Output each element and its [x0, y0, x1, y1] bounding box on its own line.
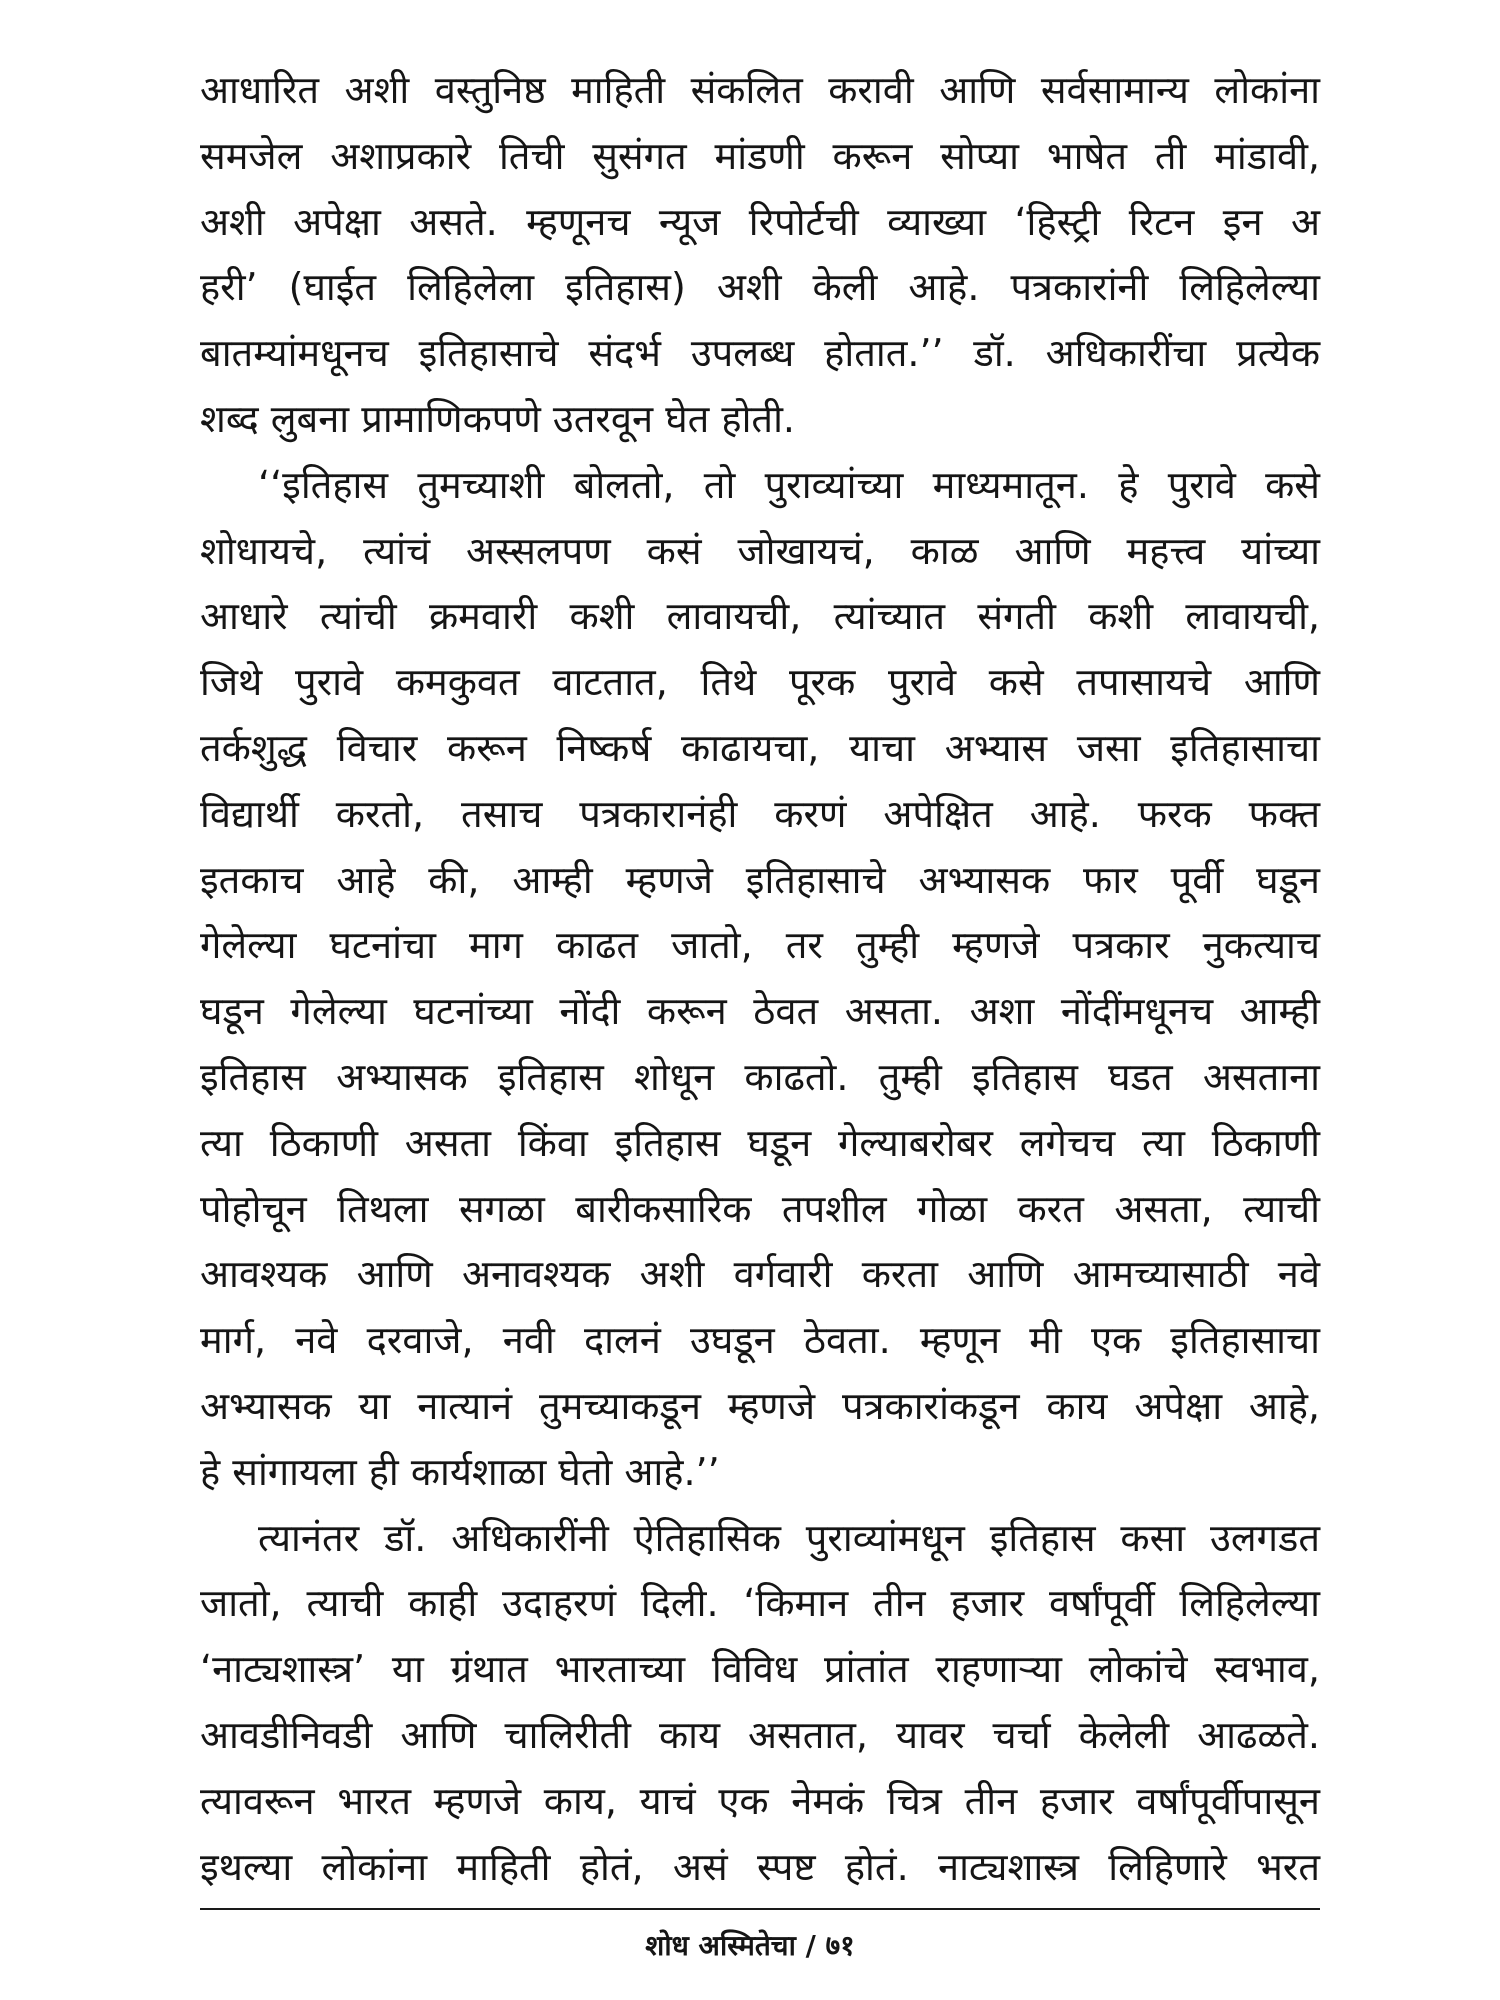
text-line: ‘‘इतिहास तुमच्याशी बोलतो, तो पुराव्यांच्या माध्यमातून. हे पुरावे कसे [258, 462, 1320, 507]
footer-divider [200, 1908, 1320, 1910]
page-number: ७१ [825, 1929, 855, 1962]
text-line: घडून गेलेल्या घटनांच्या नोंदी करून ठेवत असता. अशा नोंदींमधूनच आम्ही [200, 989, 1320, 1034]
text-line: पोहोचून तिथला सगळा बारीकसारिक तपशील गोळा करत असता, त्याची [200, 1186, 1320, 1231]
footer-separator: / [805, 1929, 816, 1962]
text-line: आवश्यक आणि अनावश्यक अशी वर्गवारी करता आणि आमच्यासाठी नवे [200, 1252, 1320, 1297]
paragraph-1 [200, 58, 1320, 453]
text-line: हरी’ (घाईत लिहिलेला इतिहास) अशी केली आहे. पत्रकारांनी लिहिलेल्या [200, 265, 1320, 310]
text-line: तर्कशुद्ध विचार करून निष्कर्ष काढायचा, याचा अभ्यास जसा इतिहासाचा [200, 725, 1320, 770]
text-line: शब्द लुबना प्रामाणिकपणे उतरवून घेत होती. [200, 396, 796, 441]
text-line: इथल्या लोकांना माहिती होतं, असं स्पष्ट होतं. नाट्यशास्त्र लिहिणारे भरत [200, 1844, 1320, 1889]
text-line: इतिहास अभ्यासक इतिहास शोधून काढतो. तुम्ही इतिहास घडत असताना [200, 1054, 1320, 1099]
text-line: मार्ग, नवे दरवाजे, नवी दालनं उघडून ठेवता. म्हणून मी एक इतिहासाचा [200, 1318, 1320, 1363]
page-body [200, 58, 1320, 1889]
text-line: शोधायचे, त्यांचं अस्सलपण कसं जोखायचं, काळ आणि महत्त्व यांच्या [200, 528, 1320, 573]
text-line: जिथे पुरावे कमकुवत वाटतात, तिथे पूरक पुरावे कसे तपासायचे आणि [200, 660, 1320, 705]
book-title: शोध अस्मितेचा [645, 1929, 796, 1962]
text-line: आधारित अशी वस्तुनिष्ठ माहिती संकलित करावी आणि सर्वसामान्य लोकांना [200, 68, 1320, 112]
paragraph-2 [200, 453, 1320, 1506]
text-line: अभ्यासक या नात्यानं तुमच्याकडून म्हणजे पत्रकारांकडून काय अपेक्षा आहे, [200, 1383, 1320, 1428]
text-line: गेलेल्या घटनांचा माग काढत जातो, तर तुम्ही म्हणजे पत्रकार नुकत्याच [200, 923, 1320, 968]
text-line: त्यानंतर डॉ. अधिकारींनी ऐतिहासिक पुराव्यांमधून इतिहास कसा उलगडत [258, 1515, 1320, 1560]
page-footer [0, 1926, 1500, 1966]
text-line: जातो, त्याची काही उदाहरणं दिली. ‘किमान तीन हजार वर्षांपूर्वी लिहिलेल्या [200, 1581, 1320, 1626]
text-line: आधारे त्यांची क्रमवारी कशी लावायची, त्यांच्यात संगती कशी लावायची, [200, 594, 1320, 639]
text-line: ‘नाट्यशास्त्र’ या ग्रंथात भारताच्या विविध प्रांतांत राहणाऱ्या लोकांचे स्वभाव, [200, 1647, 1320, 1692]
paragraph-3 [200, 1506, 1320, 1901]
text-line: बातम्यांमधूनच इतिहासाचे संदर्भ उपलब्ध होतात.’’ डॉ. अधिकारींचा प्रत्येक [200, 331, 1320, 376]
text-line: इतकाच आहे की, आम्ही म्हणजे इतिहासाचे अभ्यासक फार पूर्वी घडून [200, 857, 1320, 902]
text-line: समजेल अशाप्रकारे तिची सुसंगत मांडणी करून सोप्या भाषेत ती मांडावी, [200, 133, 1320, 178]
text-line: त्यावरून भारत म्हणजे काय, याचं एक नेमकं चित्र तीन हजार वर्षांपूर्वीपासून [200, 1778, 1320, 1823]
text-line: हे सांगायला ही कार्यशाळा घेतो आहे.’’ [200, 1449, 720, 1494]
text-line: विद्यार्थी करतो, तसाच पत्रकारानंही करणं अपेक्षित आहे. फरक फक्त [200, 791, 1320, 836]
text-line: आवडीनिवडी आणि चालिरीती काय असतात, यावर चर्चा केलेली आढळते. [200, 1712, 1320, 1757]
text-line: अशी अपेक्षा असते. म्हणूनच न्यूज रिपोर्टची व्याख्या ‘हिस्ट्री रिटन इन अ [200, 199, 1320, 244]
text-line: त्या ठिकाणी असता किंवा इतिहास घडून गेल्याबरोबर लगेचच त्या ठिकाणी [200, 1120, 1320, 1165]
